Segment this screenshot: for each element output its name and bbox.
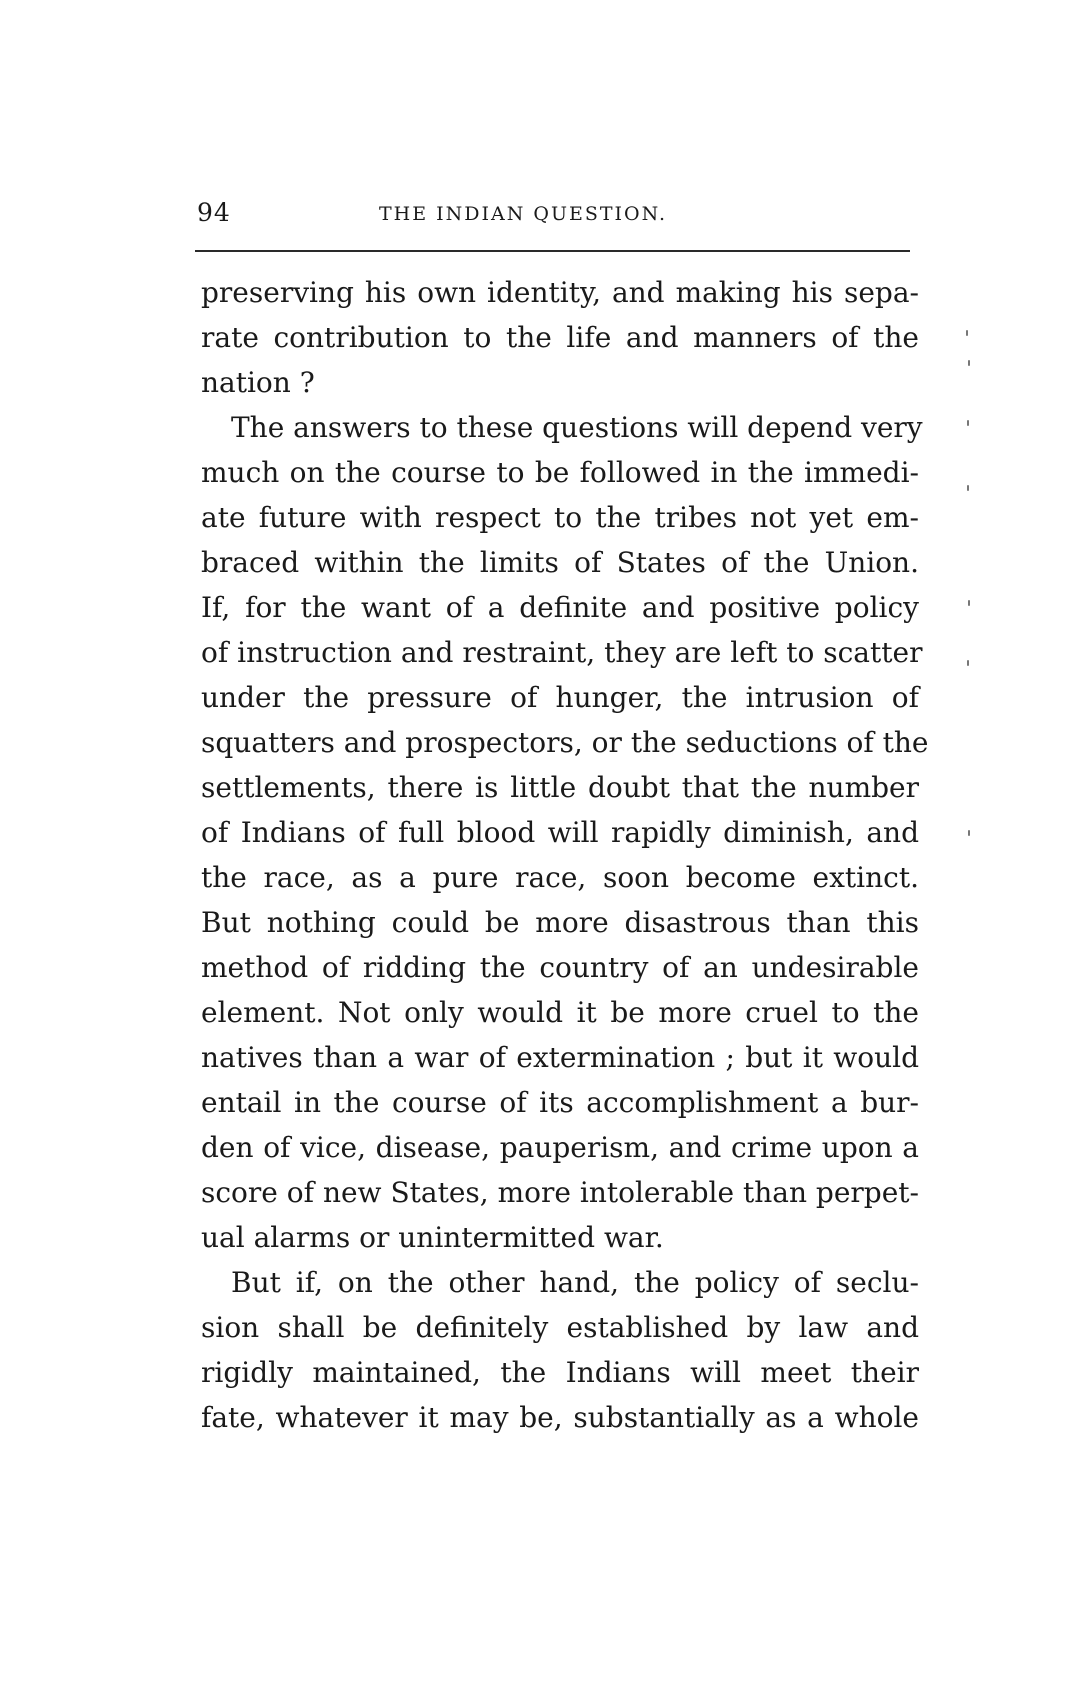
text-line: entail in the course of its accomplishment a bur- — [201, 1086, 919, 1119]
body-text — [201, 270, 929, 1440]
text-line: den of vice, disease, pauperism, and crime upon a — [201, 1131, 919, 1164]
paragraph-1 — [201, 270, 919, 405]
text-line: fate, whatever it may be, substantially as a whole — [201, 1401, 919, 1434]
running-title: THE INDIAN QUESTION. — [379, 203, 668, 225]
text-line: ate future with respect to the tribes not yet em- — [201, 501, 919, 534]
paragraph-3 — [201, 1260, 919, 1440]
header-rule — [195, 250, 910, 252]
scan-speck — [967, 420, 969, 426]
text-line: of instruction and restraint, they are left to scatter — [201, 636, 923, 669]
text-line: ual alarms or unintermitted war. — [201, 1221, 664, 1254]
text-line: rigidly maintained, the Indians will meet their — [201, 1356, 919, 1389]
text-line: squatters and prospectors, or the seductions of the — [201, 726, 929, 759]
text-line: much on the course to be followed in the immedi- — [201, 456, 919, 489]
text-line: But nothing could be more disastrous than this — [201, 906, 919, 939]
paragraph-2 — [201, 405, 929, 1260]
scan-speck — [967, 485, 969, 491]
text-line: But if, on the other hand, the policy of seclu- — [231, 1266, 919, 1299]
scan-speck — [966, 330, 968, 336]
page-header — [197, 198, 915, 238]
page-number: 94 — [197, 198, 231, 227]
text-line: settlements, there is little doubt that the number — [201, 771, 919, 804]
text-line: the race, as a pure race, soon become extinct. — [201, 861, 919, 894]
text-line: sion shall be definitely established by law and — [201, 1311, 919, 1344]
scan-speck — [968, 600, 970, 606]
scan-speck — [967, 660, 969, 666]
text-line: The answers to these questions will depend very — [231, 411, 923, 444]
text-line: If, for the want of a definite and positive policy — [201, 591, 919, 624]
scan-speck — [968, 830, 970, 836]
text-line: braced within the limits of States of the Union. — [201, 546, 919, 579]
text-line: natives than a war of extermination ; but it would — [201, 1041, 919, 1074]
text-line: method of ridding the country of an undesirable — [201, 951, 919, 984]
text-line: under the pressure of hunger, the intrusion of — [201, 681, 919, 714]
text-line: rate contribution to the life and manners of the — [201, 321, 919, 354]
text-line: nation ? — [201, 366, 315, 399]
text-line: score of new States, more intolerable than perpet- — [201, 1176, 919, 1209]
text-line: of Indians of full blood will rapidly diminish, and — [201, 816, 919, 849]
scan-speck — [968, 360, 970, 366]
text-line: preserving his own identity, and making his sepa- — [201, 276, 919, 309]
text-line: element. Not only would it be more cruel to the — [201, 996, 919, 1029]
